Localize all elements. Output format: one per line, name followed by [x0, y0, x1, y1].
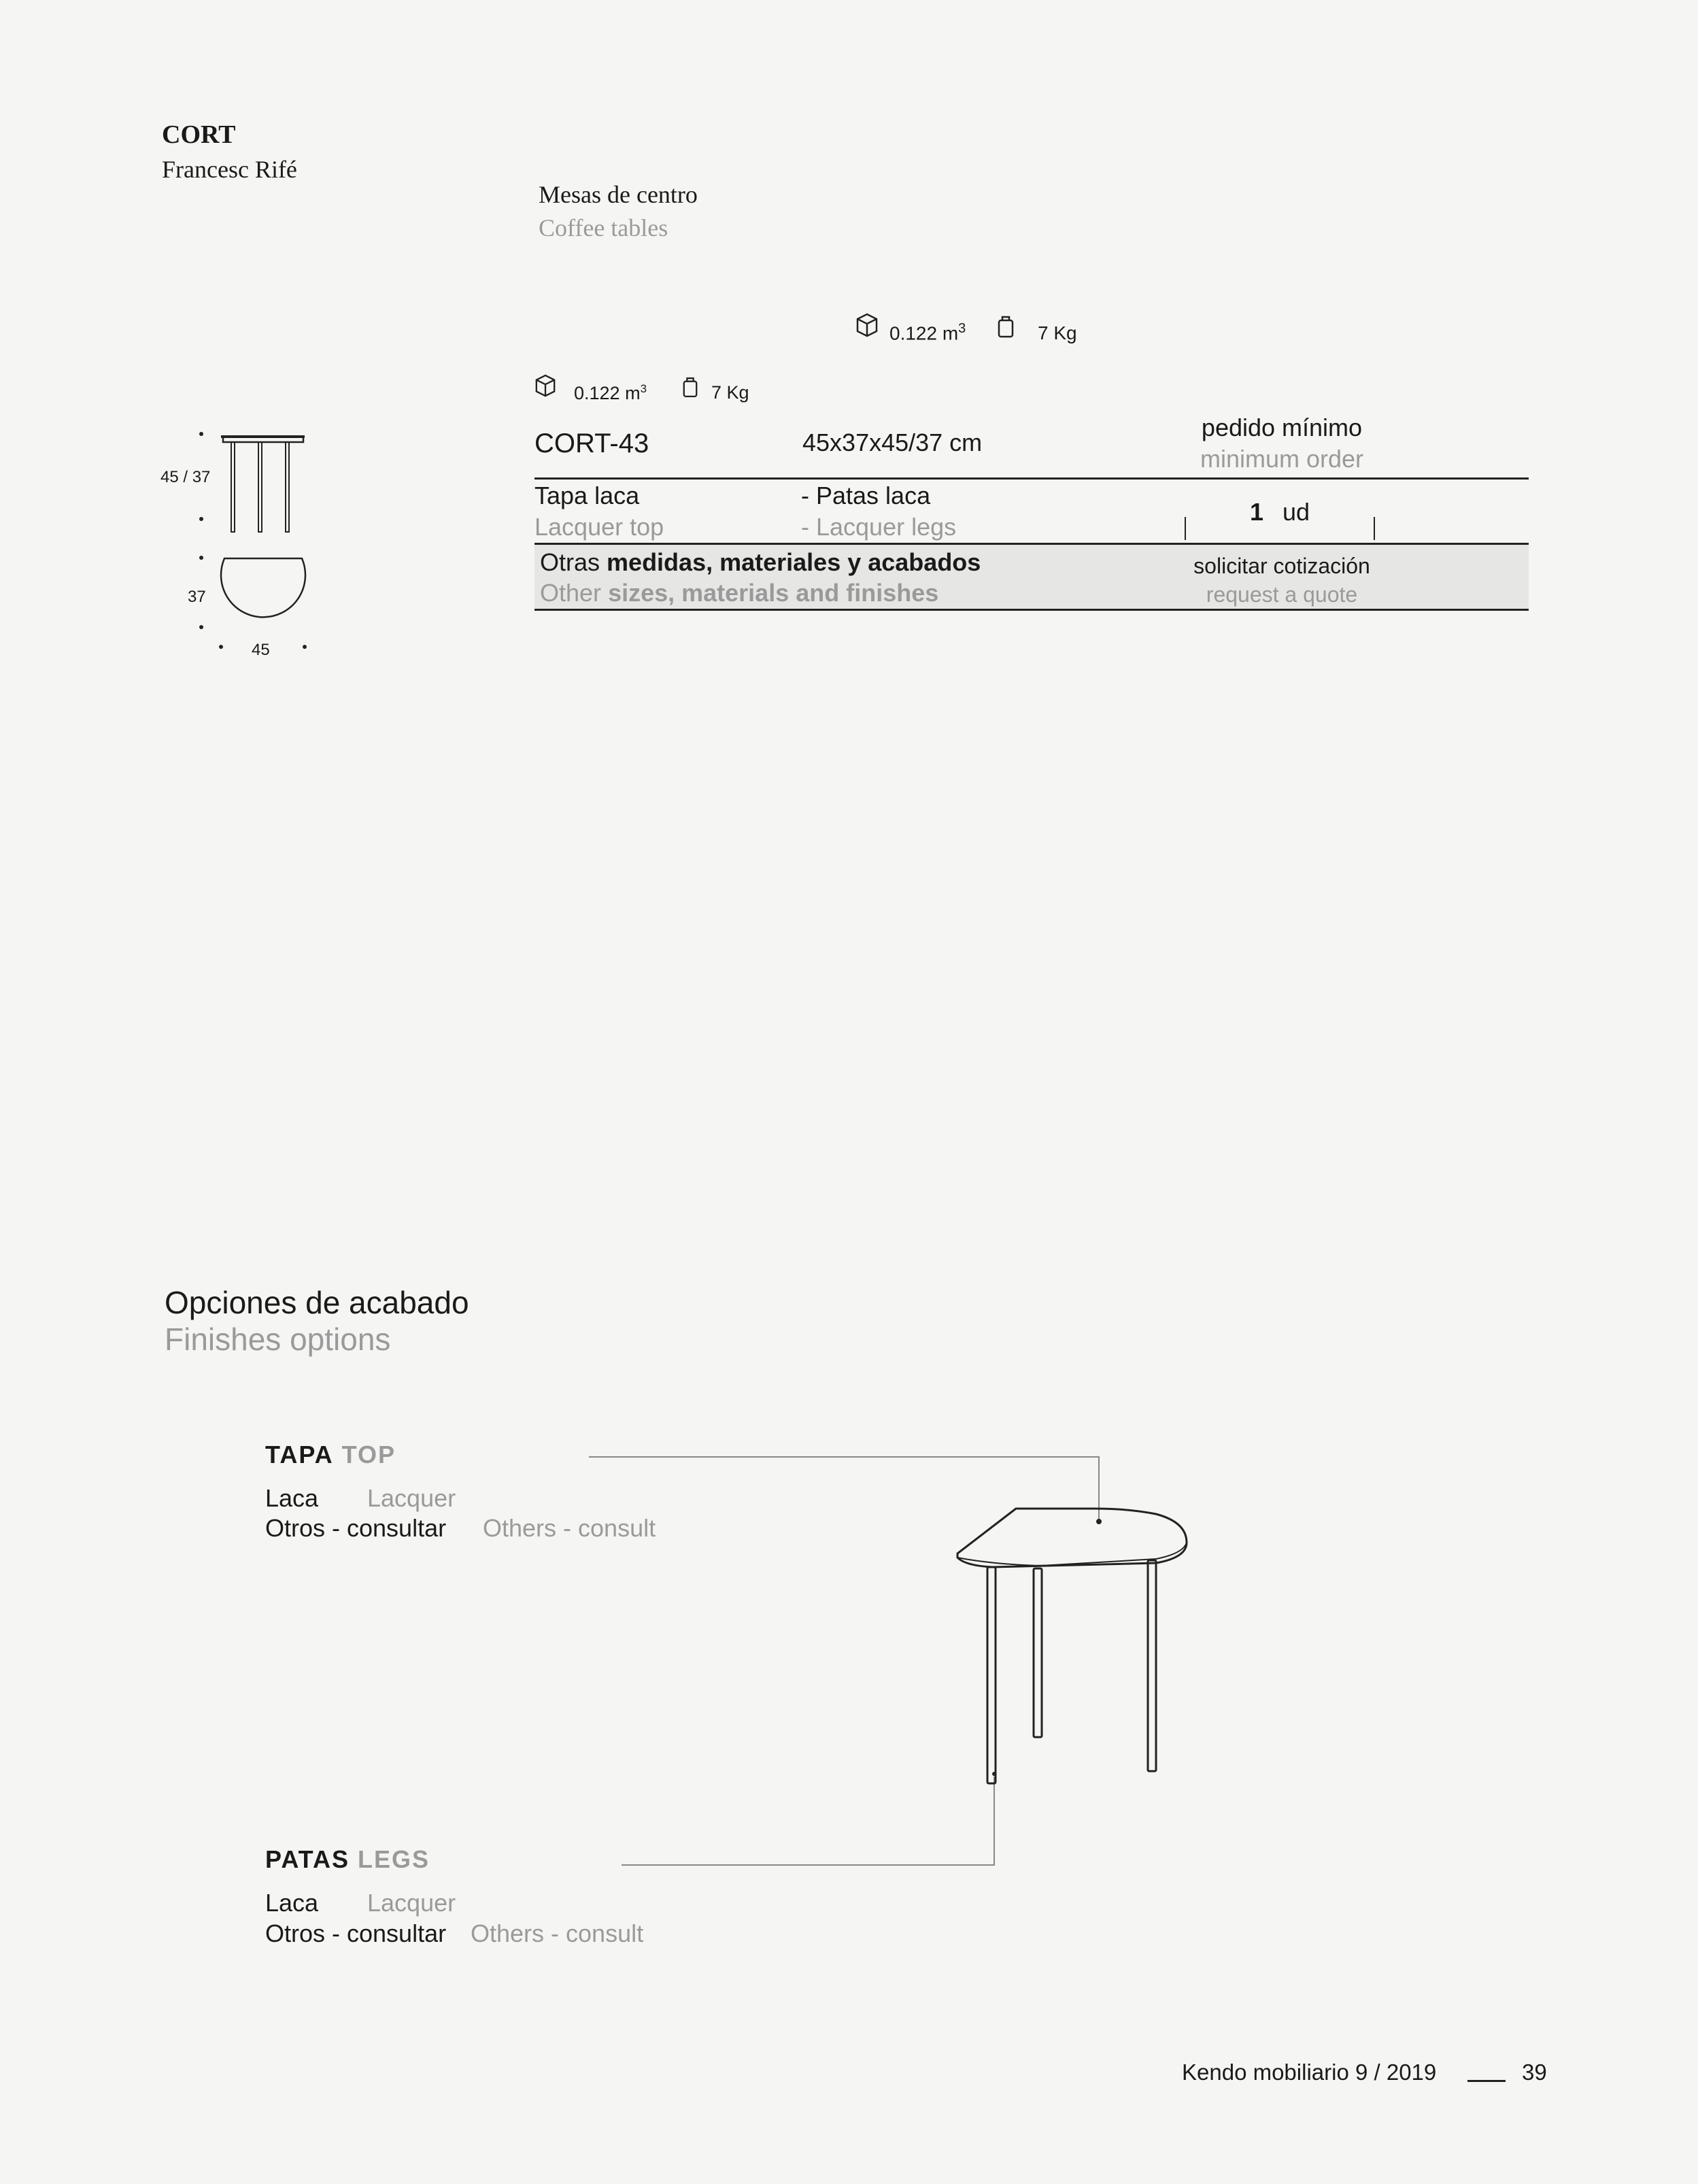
drawing-height-label: 45 / 37: [160, 468, 211, 486]
product-name: CORT: [162, 120, 236, 149]
drawing-depth-label: 37: [188, 588, 206, 606]
top-option-2-es: Otros - consultar: [265, 1514, 447, 1542]
model-code: CORT-43: [534, 429, 649, 458]
volume-value-top: 0.122 $m^3$: [889, 321, 966, 344]
legs-finish-en: - Lacquer legs: [801, 513, 957, 541]
page-number: 39: [1522, 2060, 1547, 2085]
category-en: Coffee tables: [539, 214, 668, 241]
quote-es[interactable]: solicitar cotización: [1193, 554, 1370, 578]
model-dimensions: 45x37x45/37 cm: [802, 429, 983, 456]
top-finish-es: Tapa laca: [534, 482, 640, 509]
footer-catalog: Kendo mobiliario 9 / 2019: [1182, 2060, 1437, 2085]
legs-section-label: PATAS LEGS: [265, 1845, 430, 1873]
drawing-width-label: 45: [252, 641, 270, 659]
min-order-qty: 1: [1250, 498, 1264, 526]
footer-rule: [1467, 2080, 1506, 2082]
other-options-en: Other sizes, materials and finishes: [540, 579, 939, 607]
top-option-1-es: Laca: [265, 1484, 319, 1512]
legs-option-2-es: Otros - consultar: [265, 1919, 447, 1947]
weight-value-small: 7 Kg: [711, 382, 749, 403]
legs-option-1-es: Laca: [265, 1889, 319, 1917]
min-order-unit: ud: [1283, 498, 1310, 526]
top-section-label: TAPA TOP: [265, 1441, 396, 1468]
min-order-es: pedido mínimo: [1201, 414, 1363, 441]
finishes-title-es: Opciones de acabado: [165, 1285, 469, 1320]
quote-en[interactable]: request a quote: [1206, 582, 1358, 607]
legs-option-1-en: Lacquer: [367, 1889, 456, 1917]
top-option-1-en: Lacquer: [367, 1484, 456, 1512]
other-options-es: Otras medidas, materiales y acabados: [540, 548, 981, 576]
category-es: Mesas de centro: [539, 181, 698, 208]
legs-finish-es: - Patas laca: [801, 482, 931, 509]
legs-option-2-en: Others - consult: [471, 1919, 644, 1947]
volume-value-small: 0.122 $m^3$: [574, 382, 647, 403]
top-finish-en: Lacquer top: [534, 513, 664, 541]
weight-value-top: 7 Kg: [1038, 322, 1077, 343]
designer-name: Francesc Rifé: [162, 156, 297, 183]
min-order-en: minimum order: [1200, 445, 1364, 473]
finishes-title-en: Finishes options: [165, 1322, 391, 1357]
top-option-2-en: Others - consult: [483, 1514, 656, 1542]
